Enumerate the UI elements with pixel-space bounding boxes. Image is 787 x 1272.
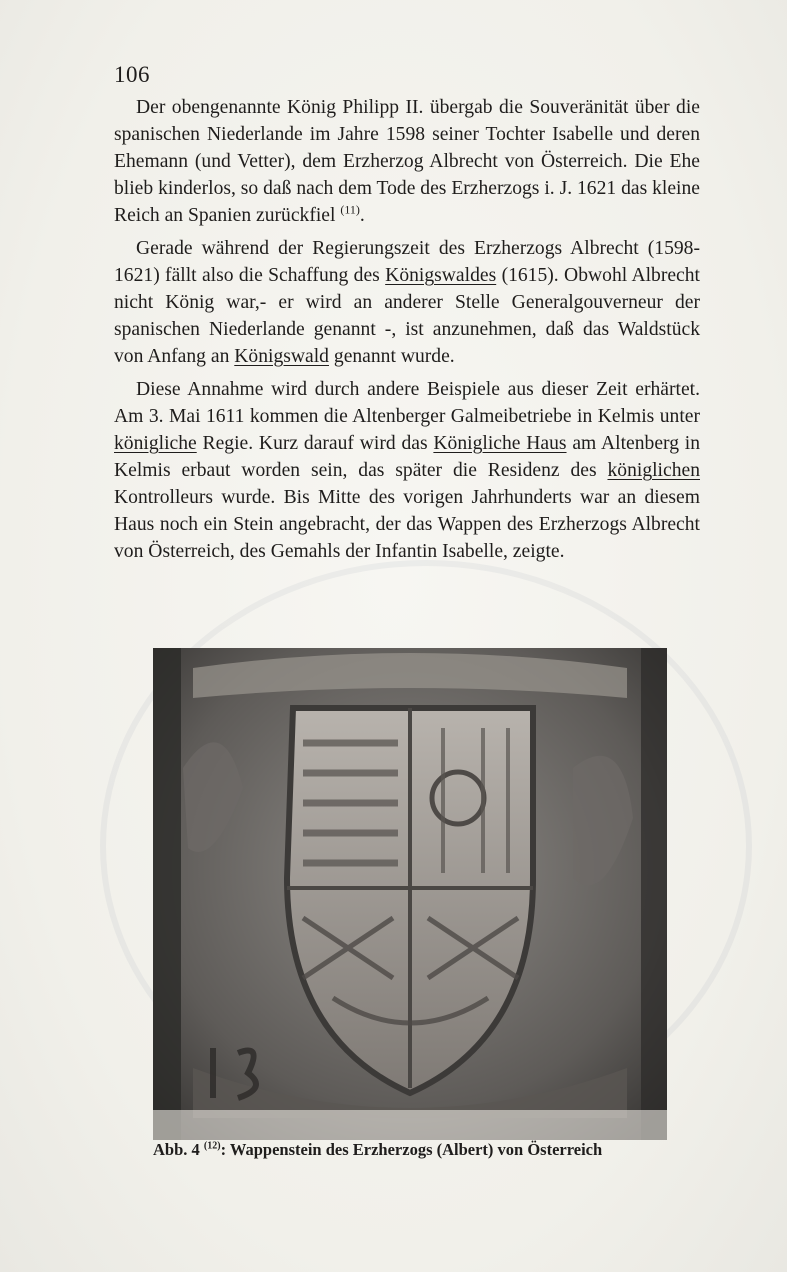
figure-caption: Abb. 4 $^{(12)}$: Wappenstein des Erzherzogs (Albert) von Österreich (153, 1140, 603, 1159)
underlined-koenigswaldes: Königswaldes (385, 265, 497, 286)
underlined-koenigswald: Königswald (234, 346, 329, 367)
paragraph-1: Der obengenannte König Philipp II. übergab die Souveränität über die spanischen Niederlande im Jahre 1598 seiner Tochter Isabelle und deren Ehemann (und Vetter), dem Erzherzog Albrecht von Österreich. Die Ehe blieb kinderlos, so daß nach dem Tode des Erzherzogs i. J. 1621 das kleine Reich an Spanien zurückfiel $^{(11)}$. (114, 97, 700, 226)
paragraph-3: Diese Annahme wird durch andere Beispiele aus dieser Zeit erhärtet. Am 3. Mai 1611 kommen die Altenberger Galmeibetriebe in Kelmis unter königliche Regie. Kurz darauf wird das Königliche Haus am Altenberg in Kelmis erbaut worden sein, das später die Residenz des königlichen Kontrolleurs wurde. Bis Mitte des vorigen Jahrhunderts war an diesem Haus noch ein Stein angebracht, der das Wappen des Erzherzogs Albrecht von Österreich, des Gemahls der Infantin Isabelle, zeigte. (114, 379, 701, 562)
body-text (114, 94, 700, 571)
underlined-koenigliche: königliche (114, 433, 197, 454)
paragraph-2: Gerade während der Regierungszeit des Erzherzogs Albrecht (1598-1621) fällt also die Schaffung des Königswaldes (1615). Obwohl Albrecht nicht König war,- er wird an anderer Stelle Generalgouverneur der spanischen Niederlande genannt -, ist anzunehmen, daß das Waldstück von Anfang an Königswald genannt wurde. (114, 238, 700, 367)
underlined-koenigliche-haus: Königliche Haus (433, 433, 567, 454)
coat-of-arms-photo (153, 648, 667, 1140)
underlined-koeniglichen: königlichen (607, 460, 700, 481)
footnote-ref-12: (12) (203, 1140, 221, 1152)
footnote-ref-11: (11) (340, 202, 360, 217)
page-number: 106 (114, 62, 150, 87)
